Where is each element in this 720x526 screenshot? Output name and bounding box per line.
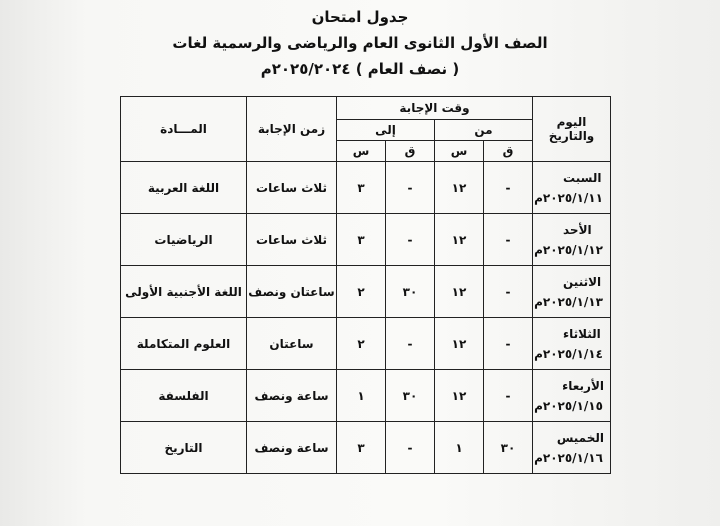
day-date-cell <box>533 214 611 266</box>
to-minutes: - <box>386 162 435 214</box>
header-subject: المـــادة <box>121 97 247 162</box>
from-hours: ١ <box>435 422 484 474</box>
duration: ثلاث ساعات <box>247 162 337 214</box>
subject: الفلسفة <box>121 370 247 422</box>
table-row <box>121 370 611 422</box>
title-line-2: الصف الأول الثانوى العام والرياضى والرسمية لغات <box>172 34 548 52</box>
subject: التاريخ <box>121 422 247 474</box>
header-to-hours: س <box>337 141 386 162</box>
day-date-cell <box>533 370 611 422</box>
day-name: الاثنين <box>563 274 602 289</box>
day-name: الأحد <box>563 222 592 237</box>
from-minutes: - <box>484 318 533 370</box>
day-name: السبت <box>563 170 602 185</box>
duration: ساعتان ونصف <box>247 266 337 318</box>
day-date: ٢٠٢٥/١/١١م <box>534 190 603 205</box>
header-from-minutes: ق <box>484 141 533 162</box>
duration: ساعة ونصف <box>247 370 337 422</box>
title-line-1: جدول امتحان <box>311 8 409 26</box>
table-row <box>121 214 611 266</box>
subject: الرياضيات <box>121 214 247 266</box>
day-date: ٢٠٢٥/١/١٤م <box>534 346 603 361</box>
day-date-cell <box>533 266 611 318</box>
to-hours: ٢ <box>337 318 386 370</box>
table-row <box>121 318 611 370</box>
header-answer-time: وقت الإجابة <box>337 97 533 120</box>
header-day-date: اليوم والتاريخ <box>533 97 611 162</box>
to-hours: ٣ <box>337 422 386 474</box>
day-date: ٢٠٢٥/١/١٣م <box>534 294 603 309</box>
day-date-cell <box>533 162 611 214</box>
to-minutes: ٣٠ <box>386 266 435 318</box>
to-hours: ١ <box>337 370 386 422</box>
to-hours: ٣ <box>337 214 386 266</box>
from-minutes: - <box>484 266 533 318</box>
day-name: الخميس <box>556 430 604 445</box>
subject: اللغة الأجنبية الأولى <box>121 266 247 318</box>
to-hours: ٣ <box>337 162 386 214</box>
from-minutes: - <box>484 214 533 266</box>
to-hours: ٢ <box>337 266 386 318</box>
header-to: إلى <box>337 120 435 141</box>
subject: اللغة العربية <box>121 162 247 214</box>
table-row <box>121 162 611 214</box>
from-hours: ١٢ <box>435 318 484 370</box>
day-date: ٢٠٢٥/١/١٦م <box>534 450 603 465</box>
from-hours: ١٢ <box>435 266 484 318</box>
day-date-cell <box>533 422 611 474</box>
title-block <box>0 6 720 82</box>
header-duration: زمن الإجابة <box>247 97 337 162</box>
day-date: ٢٠٢٥/١/١٢م <box>534 242 603 257</box>
to-minutes: ٣٠ <box>386 370 435 422</box>
from-hours: ١٢ <box>435 370 484 422</box>
day-name: الثلاثاء <box>563 326 601 341</box>
table-row <box>121 266 611 318</box>
exam-schedule-table <box>120 96 611 474</box>
header-from: من <box>435 120 533 141</box>
duration: ثلاث ساعات <box>247 214 337 266</box>
day-name: الأربعاء <box>562 378 604 393</box>
day-date-cell <box>533 318 611 370</box>
subject: العلوم المتكاملة <box>121 318 247 370</box>
to-minutes: - <box>386 318 435 370</box>
from-minutes: - <box>484 370 533 422</box>
from-minutes: ٣٠ <box>484 422 533 474</box>
duration: ساعة ونصف <box>247 422 337 474</box>
header-from-hours: س <box>435 141 484 162</box>
from-hours: ١٢ <box>435 162 484 214</box>
from-hours: ١٢ <box>435 214 484 266</box>
title-line-3: ( نصف العام ) ٢٠٢٥/٢٠٢٤م <box>260 60 460 78</box>
table-row <box>121 422 611 474</box>
to-minutes: - <box>386 214 435 266</box>
day-date: ٢٠٢٥/١/١٥م <box>534 398 603 413</box>
from-minutes: - <box>484 162 533 214</box>
duration: ساعتان <box>247 318 337 370</box>
header-to-minutes: ق <box>386 141 435 162</box>
to-minutes: - <box>386 422 435 474</box>
